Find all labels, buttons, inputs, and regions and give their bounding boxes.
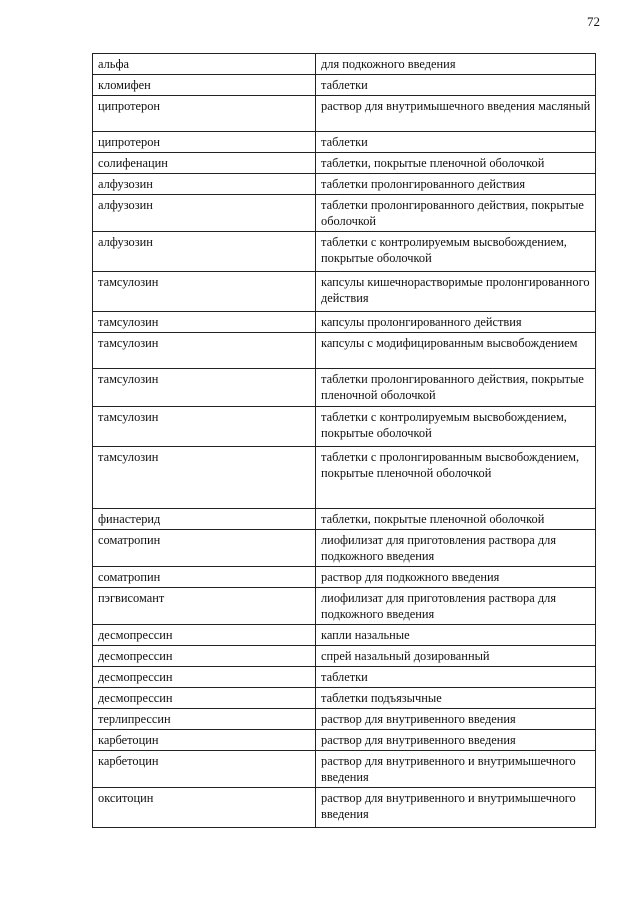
table-row — [93, 447, 596, 509]
drug-name-cell: тамсулозин — [93, 447, 316, 509]
drug-name-cell: альфа — [93, 54, 316, 75]
drug-name-cell: десмопрессин — [93, 646, 316, 667]
dosage-form-cell: капсулы с модифицированным высвобождением — [316, 333, 596, 369]
table-row — [93, 75, 596, 96]
drug-name-cell: тамсулозин — [93, 312, 316, 333]
table-row — [93, 751, 596, 788]
table-row — [93, 232, 596, 272]
drug-table — [92, 53, 596, 828]
drug-name-cell: терлипрессин — [93, 709, 316, 730]
dosage-form-cell: таблетки пролонгированного действия — [316, 174, 596, 195]
table-row — [93, 132, 596, 153]
dosage-form-cell: капли назальные — [316, 625, 596, 646]
drug-name-cell: солифенацин — [93, 153, 316, 174]
table-row — [93, 333, 596, 369]
dosage-form-cell: спрей назальный дозированный — [316, 646, 596, 667]
table-row — [93, 369, 596, 407]
table-row — [93, 272, 596, 312]
dosage-form-cell: таблетки пролонгированного действия, покрытые оболочкой — [316, 195, 596, 232]
dosage-form-cell: капсулы пролонгированного действия — [316, 312, 596, 333]
table-row — [93, 625, 596, 646]
drug-name-cell: ципротерон — [93, 132, 316, 153]
drug-name-cell: тамсулозин — [93, 369, 316, 407]
dosage-form-cell: для подкожного введения — [316, 54, 596, 75]
dosage-form-cell: таблетки с контролируемым высвобождением, покрытые оболочкой — [316, 407, 596, 447]
drug-name-cell: ципротерон — [93, 96, 316, 132]
table-row — [93, 588, 596, 625]
table-row — [93, 407, 596, 447]
dosage-form-cell: таблетки, покрытые пленочной оболочкой — [316, 509, 596, 530]
table-row — [93, 54, 596, 75]
dosage-form-cell: раствор для внутривенного введения — [316, 730, 596, 751]
dosage-form-cell: лиофилизат для приготовления раствора для подкожного введения — [316, 588, 596, 625]
table-row — [93, 96, 596, 132]
table-row — [93, 788, 596, 828]
drug-name-cell: десмопрессин — [93, 625, 316, 646]
table-row — [93, 530, 596, 567]
drug-name-cell: карбетоцин — [93, 751, 316, 788]
table-row — [93, 667, 596, 688]
dosage-form-cell: таблетки пролонгированного действия, покрытые пленочной оболочкой — [316, 369, 596, 407]
dosage-form-cell: раствор для внутривенного и внутримышечного введения — [316, 751, 596, 788]
drug-name-cell: десмопрессин — [93, 667, 316, 688]
dosage-form-cell: раствор для подкожного введения — [316, 567, 596, 588]
dosage-form-cell: таблетки с пролонгированным высвобождением, покрытые пленочной оболочкой — [316, 447, 596, 509]
drug-name-cell: тамсулозин — [93, 407, 316, 447]
drug-name-cell: алфузозин — [93, 174, 316, 195]
drug-name-cell: тамсулозин — [93, 333, 316, 369]
dosage-form-cell: таблетки — [316, 667, 596, 688]
dosage-form-cell: лиофилизат для приготовления раствора для подкожного введения — [316, 530, 596, 567]
drug-name-cell: алфузозин — [93, 195, 316, 232]
drug-name-cell: десмопрессин — [93, 688, 316, 709]
dosage-form-cell: таблетки подъязычные — [316, 688, 596, 709]
drug-name-cell: тамсулозин — [93, 272, 316, 312]
table-row — [93, 688, 596, 709]
drug-name-cell: пэгвисомант — [93, 588, 316, 625]
page-number: 72 — [587, 14, 600, 29]
table-row — [93, 509, 596, 530]
dosage-form-cell: капсулы кишечнорастворимые пролонгированного действия — [316, 272, 596, 312]
table-row — [93, 312, 596, 333]
table-row — [93, 709, 596, 730]
table-row — [93, 153, 596, 174]
drug-name-cell: карбетоцин — [93, 730, 316, 751]
dosage-form-cell: таблетки — [316, 132, 596, 153]
table-row — [93, 730, 596, 751]
dosage-form-cell: раствор для внутримышечного введения масляный — [316, 96, 596, 132]
dosage-form-cell: раствор для внутривенного введения — [316, 709, 596, 730]
dosage-form-cell: таблетки, покрытые пленочной оболочкой — [316, 153, 596, 174]
drug-name-cell: окситоцин — [93, 788, 316, 828]
drug-name-cell: алфузозин — [93, 232, 316, 272]
drug-name-cell: соматропин — [93, 567, 316, 588]
table-row — [93, 646, 596, 667]
dosage-form-cell: таблетки — [316, 75, 596, 96]
drug-name-cell: кломифен — [93, 75, 316, 96]
table-row — [93, 195, 596, 232]
drug-name-cell: финастерид — [93, 509, 316, 530]
table-row — [93, 174, 596, 195]
dosage-form-cell: раствор для внутривенного и внутримышечного введения — [316, 788, 596, 828]
drug-name-cell: соматропин — [93, 530, 316, 567]
table-body — [93, 54, 596, 828]
table-row — [93, 567, 596, 588]
dosage-form-cell: таблетки с контролируемым высвобождением, покрытые оболочкой — [316, 232, 596, 272]
